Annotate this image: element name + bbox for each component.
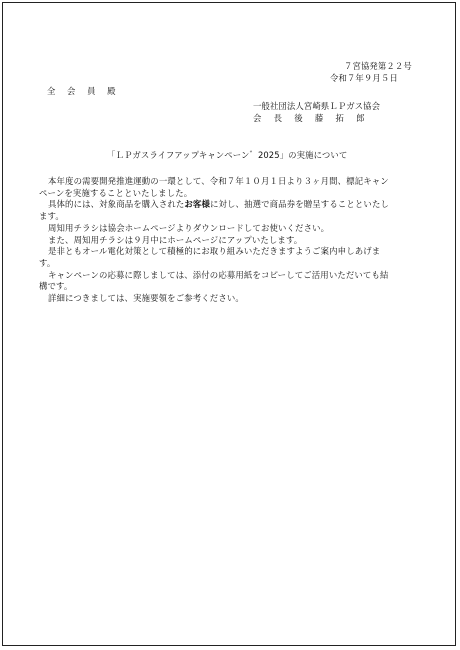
body-paragraph-7: 詳細につきましては、実施要領をご参考ください。 bbox=[48, 293, 244, 304]
addressee: 全 会 員 殿 bbox=[47, 86, 120, 96]
body-paragraph-2-emphasis: お客様 bbox=[184, 199, 210, 210]
document-number: ７宮協発第２２号 bbox=[344, 61, 412, 71]
body-paragraph-2-end: に対し、抽選で商品券を贈呈することといたし ます。 bbox=[39, 199, 390, 222]
body-paragraph-3: 周知用チラシは協会ホームページよりダウンロードしてお使いください。 bbox=[48, 222, 330, 233]
body-paragraph-6: キャンペーンの応募に際しましては、添付の応募用紙をコピーしてご活用いただいても結 構です。 bbox=[39, 269, 389, 292]
subject-title: 「ＬＰガスライフアップキャンペーン゛2025」の実施について bbox=[107, 150, 348, 160]
body-paragraph-5: 是非ともオール電化対策として積極的にお取り組みいただきますようご案内申しあげま す。 bbox=[39, 246, 381, 268]
body-paragraph-2 bbox=[39, 199, 419, 222]
document-page bbox=[2, 2, 456, 646]
sender-signer: 会 長 後 藤 拓 郎 bbox=[253, 113, 370, 123]
sender-organization: 一般社団法人宮崎県ＬＰガス協会 bbox=[253, 101, 381, 111]
document-date: 令和７年９月５日 bbox=[330, 73, 398, 83]
body-text bbox=[39, 176, 419, 305]
body-paragraph-2-start: 具体的には、対象商品を購入された bbox=[48, 199, 185, 210]
body-paragraph-1: 本年度の需要開発推進運動の一環として、令和７年１０月１日より３ヶ月間、標記キャン ペーンを実施することといたしました。 bbox=[39, 176, 389, 198]
body-paragraph-4: また、周知用チラシは９月中にホームページにアップいたします。 bbox=[48, 234, 303, 245]
